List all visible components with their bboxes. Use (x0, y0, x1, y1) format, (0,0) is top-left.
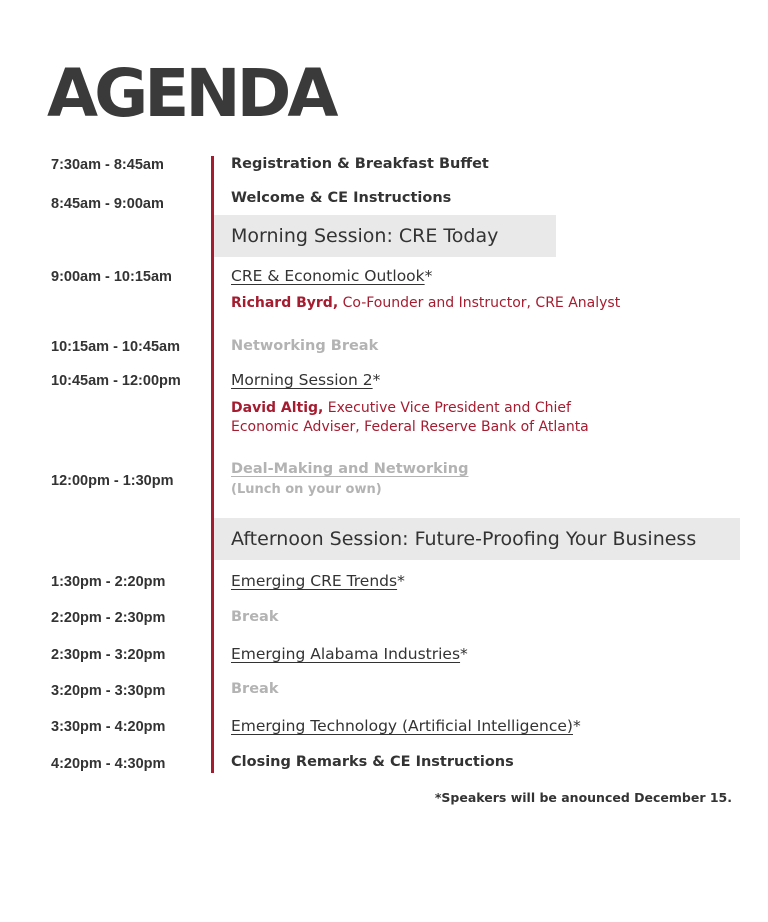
agenda-item-emerging-tech[interactable] (231, 717, 581, 735)
session-title: Afternoon Session: Future-Proofing Your Business (231, 528, 697, 550)
speaker-david-altig (231, 399, 571, 417)
agenda-item-networking-break: Networking Break (231, 338, 379, 354)
asterisk: * (397, 572, 405, 590)
agenda-item-registration: Registration & Breakfast Buffet (231, 156, 489, 172)
speakers-footnote: *Speakers will be anounced December 15. (434, 790, 732, 805)
time-slot: 1:30pm - 2:20pm (51, 574, 166, 590)
session-banner-morning (214, 215, 556, 257)
time-slot: 9:00am - 10:15am (51, 269, 172, 285)
speaker-role-line2: Economic Adviser, Federal Reserve Bank of Atlanta (231, 419, 589, 435)
asterisk: * (424, 267, 433, 285)
agenda-item-emerging-alabama[interactable] (231, 645, 468, 663)
agenda-item-break: Break (231, 609, 279, 625)
time-slot: 3:30pm - 4:20pm (51, 719, 166, 735)
agenda-item-closing: Closing Remarks & CE Instructions (231, 754, 514, 770)
session-link[interactable]: Emerging CRE Trends (231, 572, 398, 590)
asterisk: * (372, 371, 381, 389)
agenda-item-deal-making[interactable] (231, 460, 468, 478)
speaker-richard-byrd (231, 294, 620, 312)
agenda-item-morning-session-2[interactable] (231, 371, 380, 389)
time-slot: 8:45am - 9:00am (51, 196, 164, 212)
agenda-item-emerging-cre[interactable] (231, 572, 405, 590)
speaker-role: Co-Founder and Instructor, CRE Analyst (338, 295, 621, 311)
time-slot: 10:45am - 12:00pm (51, 373, 181, 389)
agenda-item-break: Break (231, 681, 279, 697)
speaker-name: David Altig, (231, 400, 324, 416)
time-slot: 12:00pm - 1:30pm (51, 473, 174, 489)
speaker-name: Richard Byrd, (231, 295, 339, 311)
asterisk: * (572, 717, 581, 735)
lunch-note: (Lunch on your own) (231, 482, 382, 497)
agenda-item-welcome: Welcome & CE Instructions (231, 190, 452, 206)
time-slot: 2:30pm - 3:20pm (51, 647, 166, 663)
speaker-role: Executive Vice President and Chief (323, 400, 571, 416)
time-slot: 3:20pm - 3:30pm (51, 683, 166, 699)
agenda-item-cre-outlook[interactable] (231, 267, 432, 285)
session-link[interactable]: CRE & Economic Outlook (231, 267, 425, 285)
time-slot: 2:20pm - 2:30pm (51, 610, 166, 626)
time-slot: 7:30am - 8:45am (51, 157, 164, 173)
session-link[interactable]: Deal-Making and Networking (231, 461, 469, 477)
session-banner-afternoon (214, 518, 740, 560)
session-link[interactable]: Morning Session 2 (231, 371, 373, 389)
session-link[interactable]: Emerging Alabama Industries (231, 645, 461, 663)
session-link[interactable]: Emerging Technology (Artificial Intelligence) (231, 717, 573, 735)
agenda-title: AGENDA (47, 55, 335, 132)
asterisk: * (460, 645, 468, 663)
session-title: Morning Session: CRE Today (231, 225, 499, 247)
time-slot: 4:20pm - 4:30pm (51, 756, 166, 772)
time-slot: 10:15am - 10:45am (51, 339, 180, 355)
